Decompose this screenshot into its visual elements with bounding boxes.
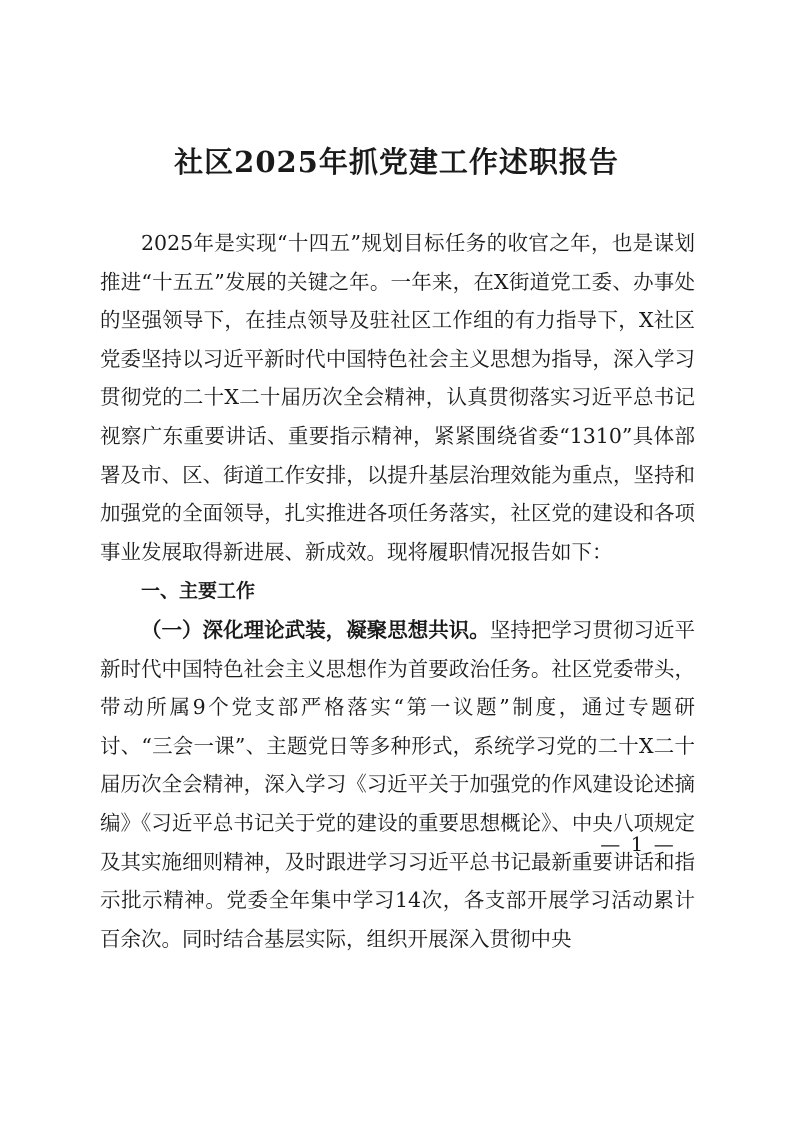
page-number: — 1 —: [600, 832, 676, 856]
subsection-1-body: 坚持把学习贯彻习近平新时代中国特色社会主义思想作为首要政治任务。社区党委带头，带动所属9个党支部严格落实“第一议题”制度，通过专题研讨、“三会一课”、主题党日等多种形式，系统学习党的二十X二十届历次全会精神，深入学习《习近平关于加强党的作风建设论述摘编》《习近平总书记关于党的建设的重要思想概论》、中央八项规定及其实施细则精神，及时跟进学习习近平总书记最新重要讲话和指示批示精神。党委全年集中学习14次，各支部开展学习活动累计百余次。同时结合基层实际，组织开展深入贯彻中央: [100, 617, 696, 951]
section-heading-text: 一、主要工作: [141, 580, 256, 603]
intro-paragraph: 2025年是实现“十四五”规划目标任务的收官之年，也是谋划推进“十五五”发展的关键之年。一年来，在X街道党工委、办事处的坚强领导下，在挂点领导及驻社区工作组的有力指导下，X社区党委坚持以习近平新时代中国特色社会主义思想为指导，深入学习贯彻党的二十X二十届历次全会精神，认真贯彻落实习近平总书记视察广东重要讲话、重要指示精神，紧紧围绕省委“1310”具体部署及市、区、街道工作安排，以提升基层治理效能为重点，坚持和加强党的全面领导，扎实推进各项任务落实，社区党的建设和各项事业发展取得新进展、新成效。现将履职情况报告如下：: [100, 231, 695, 564]
document-title: 社区2025年抓党建工作述职报告: [174, 145, 619, 179]
section-heading-main-work: [100, 571, 695, 611]
subsection-1-lead: （一）深化理论武装，凝聚思想共识。: [141, 617, 490, 642]
subsection-1-paragraph: [100, 611, 695, 958]
